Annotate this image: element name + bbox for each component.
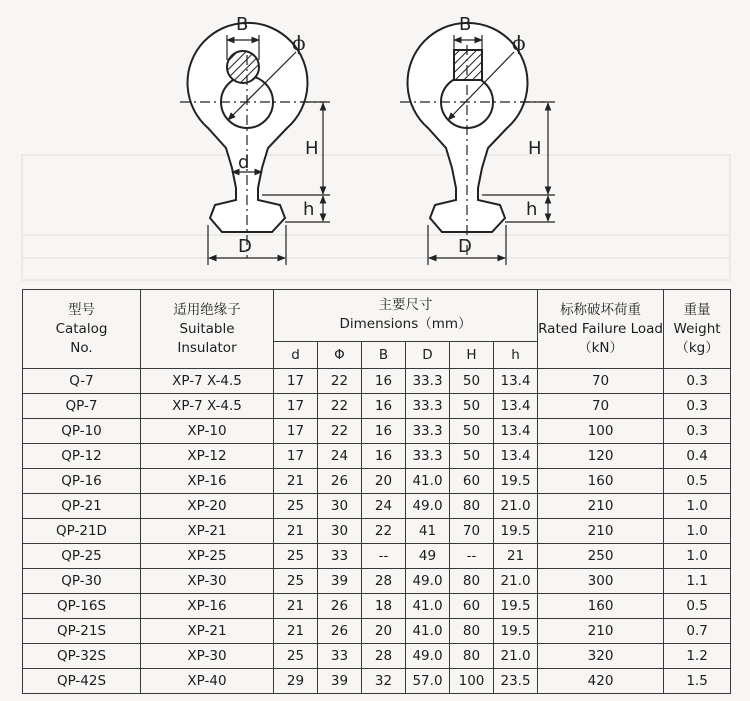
cell-phi: 26 <box>318 619 362 644</box>
cell-weight: 0.5 <box>664 594 731 619</box>
cell-b: 24 <box>362 494 406 519</box>
cell-d: 49.0 <box>406 494 450 519</box>
cell-d: 21 <box>274 619 318 644</box>
ghost-text <box>22 155 730 280</box>
right-label-d-large: D <box>458 236 472 257</box>
cell-b: 32 <box>362 669 406 694</box>
cell-weight: 0.3 <box>664 419 731 444</box>
cell-h: 80 <box>450 494 494 519</box>
cell-h: 19.5 <box>494 619 538 644</box>
table-row <box>23 369 731 394</box>
header-failure-load-zh: 标称破坏荷重 <box>560 301 642 318</box>
cell-h: 23.5 <box>494 669 538 694</box>
cell-weight: 0.3 <box>664 369 731 394</box>
left-pin-section <box>227 51 259 83</box>
cell-d: 17 <box>274 369 318 394</box>
cell-b: -- <box>362 544 406 569</box>
cell-phi: 33 <box>318 644 362 669</box>
cell-phi: 22 <box>318 394 362 419</box>
cell-catalog: QP-16 <box>23 469 141 494</box>
cell-h: 50 <box>450 444 494 469</box>
left-label-h-upper: H <box>305 138 319 159</box>
header-weight-zh: 重量 <box>683 301 711 318</box>
cell-insulator: XP-21 <box>141 519 274 544</box>
cell-insulator: XP-21 <box>141 619 274 644</box>
cell-insulator: XP-7 X-4.5 <box>141 394 274 419</box>
cell-load: 160 <box>538 469 664 494</box>
cell-phi: 39 <box>318 569 362 594</box>
header-insulator-en1: Suitable <box>179 320 235 337</box>
table-row <box>23 669 731 694</box>
header-dimensions-zh: 主要尺寸 <box>378 297 433 314</box>
header-weight-en2: （kg） <box>675 339 719 356</box>
cell-d: 49.0 <box>406 644 450 669</box>
cell-d: 33.3 <box>406 369 450 394</box>
cell-catalog: QP-30 <box>23 569 141 594</box>
table-row <box>23 619 731 644</box>
cell-d: 33.3 <box>406 394 450 419</box>
cell-d: 49 <box>406 544 450 569</box>
cell-d: 33.3 <box>406 444 450 469</box>
cell-catalog: QP-12 <box>23 444 141 469</box>
cell-load: 250 <box>538 544 664 569</box>
cell-h: 13.4 <box>494 419 538 444</box>
left-label-d-small: d <box>238 152 250 173</box>
cell-h: 100 <box>450 669 494 694</box>
cell-insulator: XP-7 X-4.5 <box>141 369 274 394</box>
header-dimensions-en: Dimensions（mm） <box>339 316 472 333</box>
cell-h: 80 <box>450 569 494 594</box>
cell-catalog: QP-7 <box>23 394 141 419</box>
subheader-D: D <box>406 341 450 368</box>
right-pin-section <box>454 50 482 80</box>
cell-d: 17 <box>274 394 318 419</box>
cell-h: 50 <box>450 419 494 444</box>
right-label-h-upper: H <box>528 138 542 159</box>
cell-b: 16 <box>362 419 406 444</box>
cell-load: 100 <box>538 419 664 444</box>
header-catalog-en1: Catalog <box>55 320 108 337</box>
left-label-phi: ϕ <box>292 31 306 55</box>
header-insulator <box>141 290 274 369</box>
cell-h: 60 <box>450 469 494 494</box>
right-label-phi: ϕ <box>512 31 526 55</box>
cell-catalog: QP-25 <box>23 544 141 569</box>
cell-d: 25 <box>274 494 318 519</box>
right-label-b: B <box>459 14 472 35</box>
right-label-h-lower: h <box>526 199 538 220</box>
cell-insulator: XP-25 <box>141 544 274 569</box>
header-weight-en1: Weight <box>673 320 721 337</box>
cell-d: 25 <box>274 569 318 594</box>
cell-insulator: XP-20 <box>141 494 274 519</box>
cell-b: 28 <box>362 569 406 594</box>
cell-phi: 22 <box>318 369 362 394</box>
cell-catalog: QP-16S <box>23 594 141 619</box>
cell-phi: 30 <box>318 494 362 519</box>
cell-insulator: XP-16 <box>141 469 274 494</box>
cell-insulator: XP-30 <box>141 569 274 594</box>
cell-phi: 30 <box>318 519 362 544</box>
cell-d: 21 <box>274 519 318 544</box>
cell-weight: 1.2 <box>664 644 731 669</box>
cell-catalog: QP-32S <box>23 644 141 669</box>
cell-phi: 39 <box>318 669 362 694</box>
cell-load: 210 <box>538 519 664 544</box>
subheader-h: h <box>494 341 538 368</box>
cell-load: 210 <box>538 619 664 644</box>
cell-b: 16 <box>362 444 406 469</box>
header-failure-load-en2: （kN） <box>578 339 624 356</box>
cell-insulator: XP-10 <box>141 419 274 444</box>
cell-weight: 1.5 <box>664 669 731 694</box>
cell-insulator: XP-12 <box>141 444 274 469</box>
cell-weight: 0.7 <box>664 619 731 644</box>
cell-weight: 0.5 <box>664 469 731 494</box>
cell-d: 49.0 <box>406 569 450 594</box>
cell-catalog: QP-21 <box>23 494 141 519</box>
header-insulator-zh: 适用绝缘子 <box>173 301 241 318</box>
cell-h: 50 <box>450 394 494 419</box>
cell-h: 19.5 <box>494 594 538 619</box>
header-weight <box>664 290 731 369</box>
cell-d: 57.0 <box>406 669 450 694</box>
cell-d: 25 <box>274 544 318 569</box>
cell-b: 22 <box>362 519 406 544</box>
cell-catalog: Q-7 <box>23 369 141 394</box>
header-failure-load <box>538 290 664 369</box>
left-label-d-large: D <box>238 236 252 257</box>
cell-d: 17 <box>274 444 318 469</box>
cell-h: 13.4 <box>494 444 538 469</box>
cell-h: 19.5 <box>494 469 538 494</box>
cell-h: 21.0 <box>494 644 538 669</box>
table-row <box>23 419 731 444</box>
cell-weight: 1.0 <box>664 494 731 519</box>
table-row <box>23 394 731 419</box>
cell-catalog: QP-21D <box>23 519 141 544</box>
cell-weight: 1.1 <box>664 569 731 594</box>
cell-d: 21 <box>274 594 318 619</box>
cell-b: 20 <box>362 619 406 644</box>
cell-d: 41.0 <box>406 619 450 644</box>
cell-insulator: XP-16 <box>141 594 274 619</box>
header-insulator-en2: Insulator <box>177 339 237 356</box>
cell-load: 70 <box>538 369 664 394</box>
cell-weight: 0.3 <box>664 394 731 419</box>
subheader-b: B <box>362 341 406 368</box>
cell-d: 29 <box>274 669 318 694</box>
header-catalog-zh: 型号 <box>68 301 95 318</box>
technical-drawings <box>0 0 750 290</box>
cell-insulator: XP-30 <box>141 644 274 669</box>
cell-b: 16 <box>362 394 406 419</box>
cell-h: 70 <box>450 519 494 544</box>
cell-weight: 0.4 <box>664 444 731 469</box>
cell-phi: 24 <box>318 444 362 469</box>
cell-weight: 1.0 <box>664 544 731 569</box>
cell-phi: 26 <box>318 469 362 494</box>
cell-d: 25 <box>274 644 318 669</box>
cell-catalog: QP-10 <box>23 419 141 444</box>
header-dimensions <box>274 290 538 342</box>
left-label-b: B <box>236 14 249 35</box>
cell-weight: 1.0 <box>664 519 731 544</box>
cell-d: 41.0 <box>406 469 450 494</box>
cell-phi: 22 <box>318 419 362 444</box>
cell-h: 21.0 <box>494 569 538 594</box>
cell-b: 28 <box>362 644 406 669</box>
table-row <box>23 444 731 469</box>
cell-d: 21 <box>274 469 318 494</box>
cell-h: 80 <box>450 619 494 644</box>
table-row <box>23 644 731 669</box>
cell-b: 20 <box>362 469 406 494</box>
table-row <box>23 544 731 569</box>
cell-d: 17 <box>274 419 318 444</box>
left-label-h-lower: h <box>303 199 315 220</box>
table-row <box>23 519 731 544</box>
table-row <box>23 569 731 594</box>
cell-insulator: XP-40 <box>141 669 274 694</box>
cell-phi: 33 <box>318 544 362 569</box>
header-catalog <box>23 290 141 369</box>
cell-load: 320 <box>538 644 664 669</box>
drawing-canvas <box>0 0 750 290</box>
cell-load: 70 <box>538 394 664 419</box>
cell-d: 41 <box>406 519 450 544</box>
cell-h: 19.5 <box>494 519 538 544</box>
cell-h: 50 <box>450 369 494 394</box>
cell-h: 21 <box>494 544 538 569</box>
cell-load: 120 <box>538 444 664 469</box>
cell-h: -- <box>450 544 494 569</box>
cell-h: 60 <box>450 594 494 619</box>
cell-load: 300 <box>538 569 664 594</box>
header-catalog-en2: No. <box>70 339 93 356</box>
subheader-d: d <box>274 341 318 368</box>
cell-h: 13.4 <box>494 369 538 394</box>
cell-h: 80 <box>450 644 494 669</box>
cell-b: 16 <box>362 369 406 394</box>
cell-catalog: QP-42S <box>23 669 141 694</box>
cell-h: 13.4 <box>494 394 538 419</box>
subheader-phi: Φ <box>318 341 362 368</box>
cell-d: 41.0 <box>406 594 450 619</box>
cell-d: 33.3 <box>406 419 450 444</box>
cell-h: 21.0 <box>494 494 538 519</box>
cell-phi: 26 <box>318 594 362 619</box>
cell-b: 18 <box>362 594 406 619</box>
table-row <box>23 594 731 619</box>
cell-catalog: QP-21S <box>23 619 141 644</box>
subheader-H: H <box>450 341 494 368</box>
specification-table <box>22 289 731 694</box>
header-failure-load-en1: Rated Failure Load <box>538 320 664 337</box>
cell-load: 210 <box>538 494 664 519</box>
table-row <box>23 494 731 519</box>
table-row <box>23 469 731 494</box>
cell-load: 160 <box>538 594 664 619</box>
cell-load: 420 <box>538 669 664 694</box>
